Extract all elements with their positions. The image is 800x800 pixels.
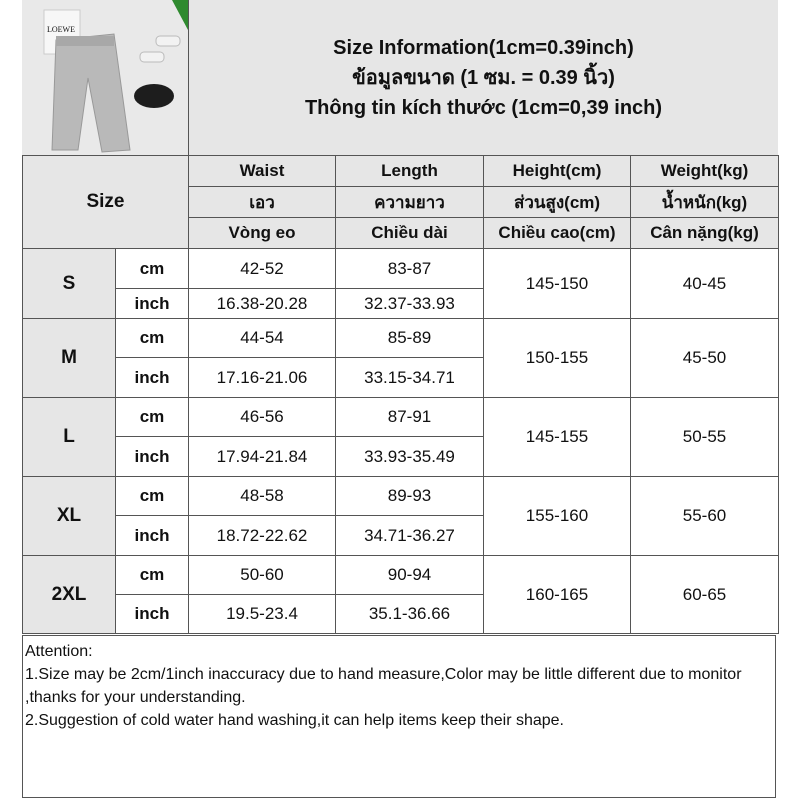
attention-line-2: 2.Suggestion of cold water hand washing,it can help items keep their shape.	[25, 712, 564, 729]
header-row-en	[23, 156, 779, 187]
waist-inch: 17.94-21.84	[189, 437, 336, 477]
size-header: Size	[23, 156, 189, 249]
weight-range: 55-60	[631, 477, 779, 556]
table-row	[23, 477, 779, 516]
unit-cm: cm	[116, 398, 189, 437]
unit-cm: cm	[116, 319, 189, 358]
col-length-vi: Chiều dài	[336, 218, 484, 249]
length-inch: 33.93-35.49	[336, 437, 484, 477]
table-row	[23, 319, 779, 358]
unit-inch: inch	[116, 437, 189, 477]
waist-inch: 17.16-21.06	[189, 358, 336, 398]
weight-range: 60-65	[631, 556, 779, 634]
col-weight-en: Weight(kg)	[631, 156, 779, 187]
weight-range: 45-50	[631, 319, 779, 398]
length-cm: 89-93	[336, 477, 484, 516]
col-length-en: Length	[336, 156, 484, 187]
attention-heading: Attention:	[25, 643, 93, 660]
waist-inch: 16.38-20.28	[189, 289, 336, 319]
length-cm: 87-91	[336, 398, 484, 437]
size-name: XL	[23, 477, 116, 556]
waist-cm: 46-56	[189, 398, 336, 437]
attention-notes	[22, 635, 776, 798]
waist-cm: 50-60	[189, 556, 336, 595]
unit-inch: inch	[116, 289, 189, 319]
size-name: L	[23, 398, 116, 477]
col-height-vi: Chiều cao(cm)	[484, 218, 631, 249]
col-height-th: ส่วนสูง(cm)	[484, 187, 631, 218]
table-row	[23, 398, 779, 437]
unit-cm: cm	[116, 556, 189, 595]
waist-cm: 44-54	[189, 319, 336, 358]
height-range: 160-165	[484, 556, 631, 634]
length-cm: 83-87	[336, 249, 484, 289]
length-inch: 32.37-33.93	[336, 289, 484, 319]
header	[22, 0, 778, 156]
unit-inch: inch	[116, 516, 189, 556]
col-weight-th: น้ำหนัก(kg)	[631, 187, 779, 218]
unit-inch: inch	[116, 358, 189, 398]
size-name: 2XL	[23, 556, 116, 634]
length-inch: 33.15-34.71	[336, 358, 484, 398]
col-height-en: Height(cm)	[484, 156, 631, 187]
pants-image	[22, 0, 188, 155]
height-range: 145-155	[484, 398, 631, 477]
col-waist-vi: Vòng eo	[189, 218, 336, 249]
title-vietnamese: Thông tin kích thước (1cm=0,39 inch)	[304, 96, 663, 119]
table-row	[23, 556, 779, 595]
length-inch: 34.71-36.27	[336, 516, 484, 556]
length-cm: 90-94	[336, 556, 484, 595]
waist-inch: 19.5-23.4	[189, 595, 336, 634]
height-range: 145-150	[484, 249, 631, 319]
title-thai: ข้อมูลขนาด (1 ซม. = 0.39 นิ้ว)	[352, 66, 615, 89]
weight-range: 40-45	[631, 249, 779, 319]
waist-cm: 48-58	[189, 477, 336, 516]
col-length-th: ความยาว	[336, 187, 484, 218]
photo-brand-text: LOEWE	[47, 25, 75, 34]
size-table	[22, 155, 779, 634]
table-row	[23, 249, 779, 289]
title-english: Size Information(1cm=0.39inch)	[333, 36, 634, 59]
col-waist-en: Waist	[189, 156, 336, 187]
height-range: 155-160	[484, 477, 631, 556]
unit-inch: inch	[116, 595, 189, 634]
waist-inch: 18.72-22.62	[189, 516, 336, 556]
unit-cm: cm	[116, 477, 189, 516]
waist-cm: 42-52	[189, 249, 336, 289]
col-waist-th: เอว	[189, 187, 336, 218]
height-range: 150-155	[484, 319, 631, 398]
attention-line-1: 1.Size may be 2cm/1inch inaccuracy due to hand measure,Color may be little different due to monitor ,thanks for your understanding.	[25, 666, 742, 706]
title-block	[189, 0, 778, 155]
size-name: S	[23, 249, 116, 319]
size-chart	[22, 0, 778, 800]
length-inch: 35.1-36.66	[336, 595, 484, 634]
unit-cm: cm	[116, 249, 189, 289]
col-weight-vi: Cân nặng(kg)	[631, 218, 779, 249]
product-photo	[22, 0, 189, 155]
weight-range: 50-55	[631, 398, 779, 477]
size-name: M	[23, 319, 116, 398]
length-cm: 85-89	[336, 319, 484, 358]
